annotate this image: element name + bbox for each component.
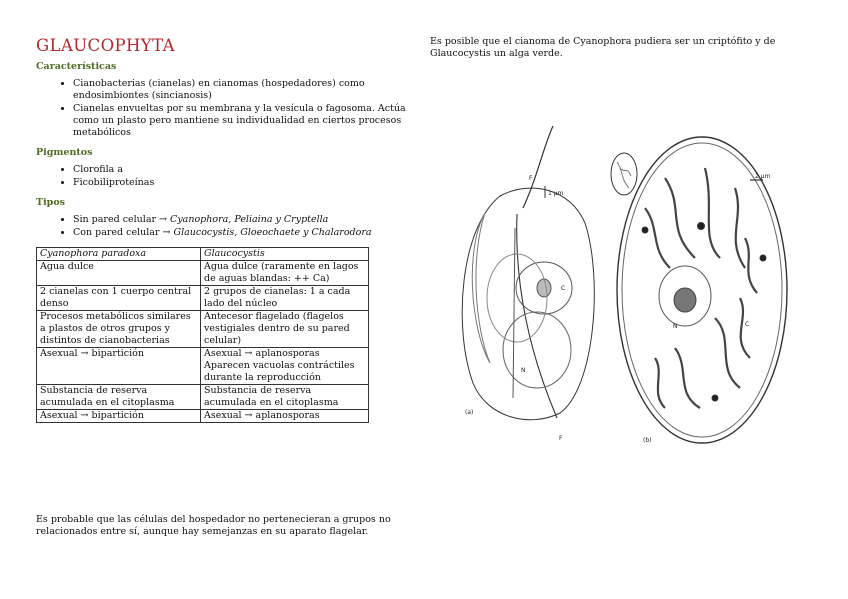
comparison-table — [36, 247, 369, 423]
tipo-prefix: Con pared celular → — [73, 227, 174, 238]
table-row — [37, 348, 369, 385]
table-cell: 2 cianelas con 1 cuerpo central denso — [37, 286, 201, 311]
tipo-genera: Cyanophora, Peliaina y Cryptella — [170, 214, 329, 225]
list-item — [73, 214, 416, 226]
list-item: • Clorofila a — [73, 164, 416, 176]
table-cell: Asexual → aplanosporas Aparecen vacuolas contráctiles durante la reproducción — [201, 348, 369, 385]
table-cell: Agua dulce (raramente en lagos de aguas blandas: ++ Ca) — [201, 261, 369, 286]
table-row — [37, 286, 369, 311]
table-row — [37, 385, 369, 410]
section-heading-caracteristicas: Características — [36, 61, 117, 72]
table-cell: Substancia de reserva acumulada en el citoplasma — [37, 385, 201, 410]
tipos-list — [36, 214, 416, 239]
list-item: • Cianelas envueltas por su membrana y la vesícula o fagosoma. Actúa como un plasto pero mantiene su individualidad en ciertos procesos metabólicos — [73, 103, 416, 139]
label-cyanelle-b: C — [745, 321, 750, 328]
label-a: (a) — [465, 409, 474, 416]
table-header-cell: Glaucocystis — [201, 248, 369, 261]
table-cell: 2 grupos de cianelas: 1 a cada lado del núcleo — [201, 286, 369, 311]
left-column — [36, 36, 416, 423]
scale-label-a: 1 µm — [548, 190, 564, 197]
table-row — [37, 311, 369, 348]
list-item: • Cianobacterias (cianelas) en cianomas (hospedadores) como endosimbiontes (sincianosis) — [73, 78, 416, 102]
section-heading-pigmentos: Pigmentos — [36, 147, 93, 158]
label-flagellum-top: F — [529, 175, 533, 182]
page-title: GLAUCOPHYTA — [36, 36, 175, 55]
label-cyanelle-a: C — [561, 285, 566, 292]
right-paragraph: Es posible que el cianoma de Cyanophora pudiera ser un criptófito y de Glaucocystis un alga verde. — [430, 36, 776, 59]
list-item: • Ficobiliproteínas — [73, 177, 416, 189]
label-nucleus-b: N — [673, 323, 678, 330]
table-cell: Asexual → aplanosporas — [201, 410, 369, 423]
scale-label-b: 2 µm — [755, 173, 771, 180]
table-row — [37, 410, 369, 423]
table-cell: Asexual → bipartición — [37, 348, 201, 385]
glaucocystis-drawing — [611, 137, 787, 443]
table-cell: Agua dulce — [37, 261, 201, 286]
label-flagellum-bottom: F — [559, 435, 563, 442]
table-cell: Substancia de reserva acumulada en el citoplasma — [201, 385, 369, 410]
label-nucleus-a: N — [521, 367, 526, 374]
tipo-genera: Glaucocystis, Gloeochaete y Chalarodora — [173, 227, 372, 238]
table-header-row — [37, 248, 369, 261]
list-item — [73, 227, 416, 239]
section-heading-tipos: Tipos — [36, 197, 66, 208]
tipo-prefix: Sin pared celular → — [73, 214, 171, 225]
cyanophora-drawing — [462, 126, 594, 420]
table-cell: Asexual → bipartición — [37, 410, 201, 423]
caracteristicas-list — [36, 78, 416, 139]
table-row — [37, 261, 369, 286]
footer-paragraph: Es probable que las células del hospedador no pertenecieran a grupos no relacionados entre sí, aunque hay semejanzas en su aparato flagelar. — [36, 514, 391, 537]
table-header-cell: Cyanophora paradoxa — [37, 248, 201, 261]
pigmentos-list — [36, 164, 416, 189]
label-b: (b) — [643, 437, 652, 444]
cell-diagram-figure — [445, 118, 815, 450]
table-cell: Antecesor flagelado (flagelos vestigiales dentro de su pared celular) — [201, 311, 369, 348]
table-cell: Procesos metabólicos similares a plastos de otros grupos y distintos de cianobacterias — [37, 311, 201, 348]
